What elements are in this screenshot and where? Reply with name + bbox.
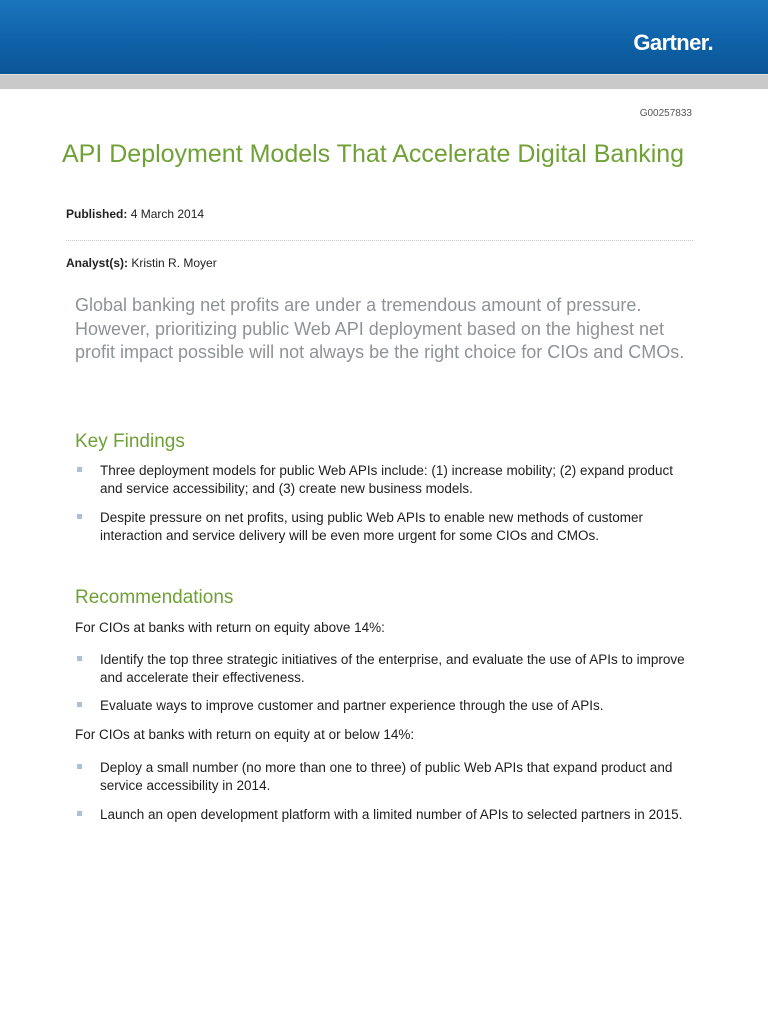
document-id: G00257833 (639, 108, 692, 119)
recommendation-group-intro: For CIOs at banks with return on equity above 14%: (75, 620, 385, 635)
key-findings-heading: Key Findings (75, 431, 185, 452)
finding-text: Despite pressure on net profits, using public Web APIs to enable new methods of customer interaction and service delivery will be even more urgent for some CIOs and CMOs. (100, 510, 644, 543)
analysts-line (66, 256, 217, 270)
recommendation-text: Deploy a small number (no more than one to three) of public Web APIs that expand product and service accessibility in 2014. (100, 760, 673, 793)
analysts-label: Analyst(s): (66, 256, 129, 270)
bullet-square-icon (77, 656, 82, 661)
document-title: API Deployment Models That Accelerate Digital Banking (62, 140, 685, 168)
finding-text: Three deployment models for public Web APIs include: (1) increase mobility; (2) expand product and service accessibility; and (3) create new business models. (100, 463, 674, 496)
header-rule (0, 74, 768, 89)
divider (66, 240, 693, 241)
bullet-square-icon (77, 514, 82, 519)
bullet-square-icon (77, 702, 82, 707)
recommendation-text: Evaluate ways to improve customer and partner experience through the use of APIs. (100, 698, 604, 713)
gartner-logo: Gartner. (633, 30, 713, 55)
bullet-square-icon (77, 467, 82, 472)
bullet-square-icon (77, 811, 82, 816)
recommendation-group-intro: For CIOs at banks with return on equity at or below 14%: (75, 727, 415, 742)
analyst-name: Kristin R. Moyer (131, 256, 217, 270)
recommendation-text: Identify the top three strategic initiatives of the enterprise, and evaluate the use of APIs to improve and accelerate their effectiveness. (100, 652, 685, 685)
bullet-square-icon (77, 764, 82, 769)
published-label: Published: (66, 207, 128, 221)
recommendation-text: Launch an open development platform with a limited number of APIs to selected partners in 2015. (100, 807, 683, 822)
published-line (66, 207, 204, 221)
recommendations-heading: Recommendations (75, 587, 234, 608)
published-date: 4 March 2014 (130, 207, 205, 221)
header-band (0, 0, 768, 74)
summary-paragraph: Global banking net profits are under a tremendous amount of pressure. However, prioritizing public Web API deployment based on the highest net profit impact possible will not always be the right choice for CIOs and CMOs. (75, 295, 685, 362)
